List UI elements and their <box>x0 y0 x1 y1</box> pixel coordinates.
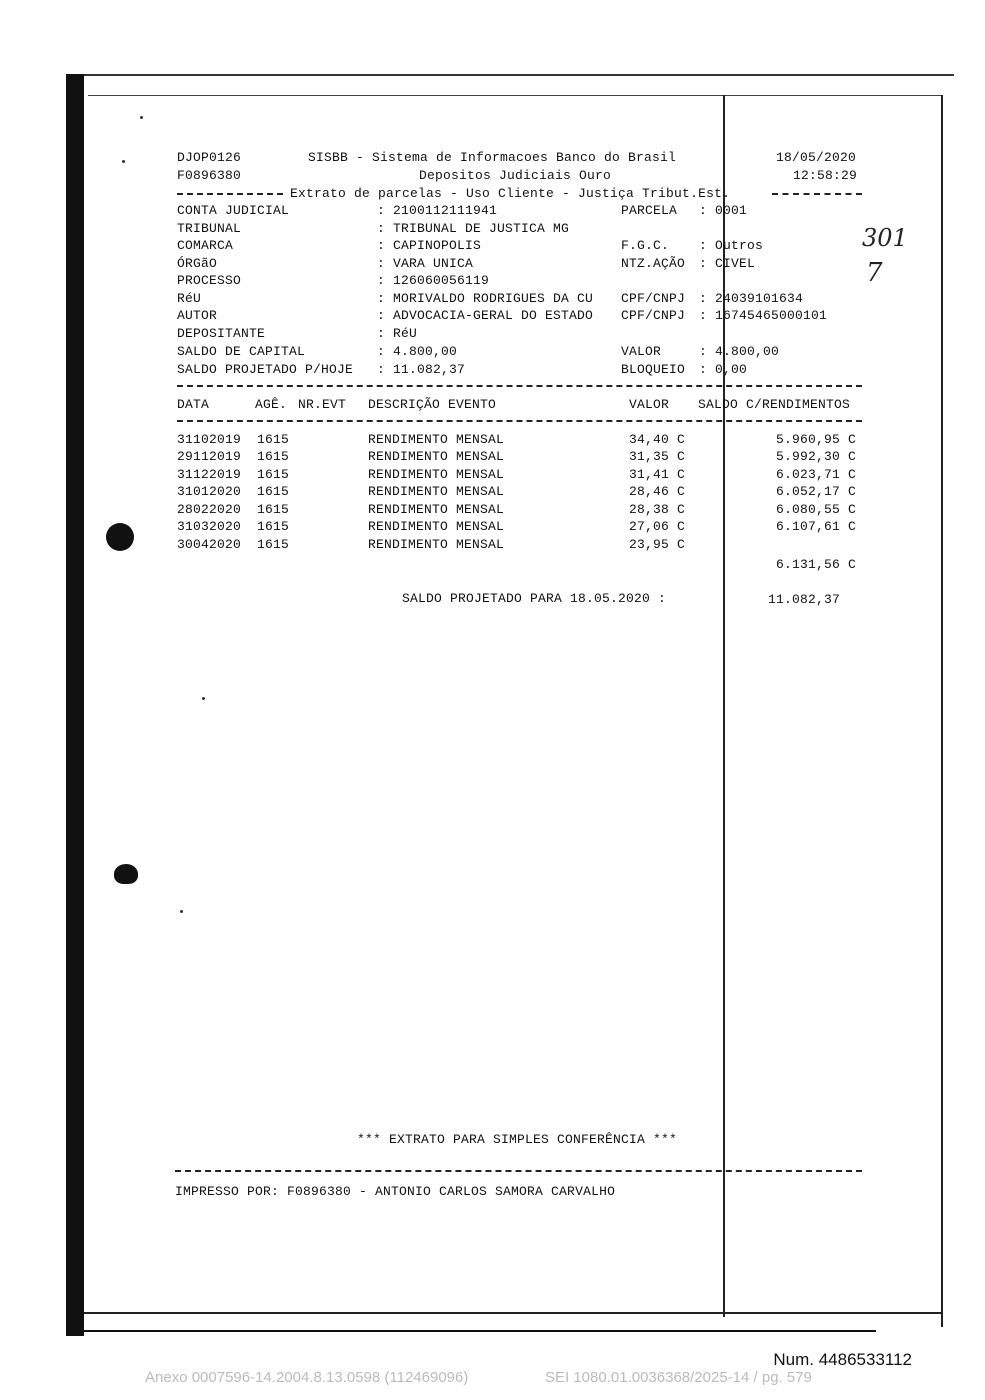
saldo-projetado-label: SALDO PROJETADO P/HOJE <box>177 362 354 377</box>
row-agencia: 1615 <box>257 467 290 482</box>
banner-dash-left <box>177 193 283 195</box>
bloqueio-label: BLOQUEIO <box>621 362 686 377</box>
row-agencia: 1615 <box>257 537 290 552</box>
fgc-value: : Outros <box>699 238 764 253</box>
row-descricao: RENDIMENTO MENSAL <box>368 537 505 552</box>
separator-top <box>177 385 862 387</box>
processo-value: : 126060056119 <box>377 273 490 288</box>
saldo-projetado-para-value: 11.082,37 <box>768 592 841 607</box>
ntz-acao-value: : CIVEL <box>699 256 756 271</box>
autor-label: AUTOR <box>177 308 218 323</box>
separator-footer <box>175 1170 862 1172</box>
row-saldo: 5.960,95 C <box>776 432 857 447</box>
processo-label: PROCESSO <box>177 273 242 288</box>
row-date: 31032020 <box>177 519 242 534</box>
report-date: 18/05/2020 <box>776 150 857 165</box>
conferencia-note: *** EXTRATO PARA SIMPLES CONFERÊNCIA *** <box>357 1132 678 1147</box>
row-saldo: 5.992,30 C <box>776 449 857 464</box>
col-header-valor: VALOR <box>629 397 670 412</box>
col-header-saldo: SALDO C/RENDIMENTOS <box>698 397 851 412</box>
col-header-nrevt: NR.EVT <box>298 397 347 412</box>
row-date: 31122019 <box>177 467 242 482</box>
punch-hole <box>114 864 138 884</box>
reu-value: : MORIVALDO RODRIGUES DA CU <box>377 291 594 306</box>
row-date: 30042020 <box>177 537 242 552</box>
row-valor: 23,95 C <box>629 537 686 552</box>
row-descricao: RENDIMENTO MENSAL <box>368 502 505 517</box>
conta-value: : 2100112111941 <box>377 203 498 218</box>
cpf-autor-value: : 16745465000101 <box>699 308 828 323</box>
valor-label: VALOR <box>621 344 662 359</box>
fgc-label: F.G.C. <box>621 238 670 253</box>
row-valor: 34,40 C <box>629 432 686 447</box>
scan-speck <box>180 910 183 913</box>
bloqueio-value: : 0,00 <box>699 362 748 377</box>
scan-speck <box>140 116 143 119</box>
saldo-capital-label: SALDO DE CAPITAL <box>177 344 306 359</box>
report-time: 12:58:29 <box>793 168 858 183</box>
autor-value: : ADVOCACIA-GERAL DO ESTADO <box>377 308 594 323</box>
parcela-value: : 0001 <box>699 203 748 218</box>
row-saldo: 6.107,61 C <box>776 519 857 534</box>
row-descricao: RENDIMENTO MENSAL <box>368 432 505 447</box>
system-title: SISBB - Sistema de Informacoes Banco do Brasil <box>308 150 677 165</box>
row-agencia: 1615 <box>257 432 290 447</box>
saldo-projetado-para-label: SALDO PROJETADO PARA 18.05.2020 : <box>402 591 667 606</box>
punch-hole <box>106 523 134 551</box>
report-code: DJOP0126 <box>177 150 242 165</box>
row-saldo: 6.023,71 C <box>776 467 857 482</box>
conta-label: CONTA JUDICIAL <box>177 203 290 218</box>
comarca-value: : CAPINOPOLIS <box>377 238 482 253</box>
row-agencia: 1615 <box>257 484 290 499</box>
scan-speck <box>202 697 205 700</box>
row-valor: 31,35 C <box>629 449 686 464</box>
parcela-label: PARCELA <box>621 203 678 218</box>
row-date: 31102019 <box>177 432 242 447</box>
row-date: 28022020 <box>177 502 242 517</box>
row-valor: 28,46 C <box>629 484 686 499</box>
printed-by: IMPRESSO POR: F0896380 - ANTONIO CARLOS SAMORA CARVALHO <box>175 1184 616 1199</box>
handwritten-page-number: 301 <box>862 224 908 252</box>
tribunal-value: : TRIBUNAL DE JUSTICA MG <box>377 221 570 236</box>
scan-border-bottom <box>66 1330 876 1332</box>
col-header-descricao: DESCRIÇÃO EVENTO <box>368 397 497 412</box>
tribunal-label: TRIBUNAL <box>177 221 242 236</box>
row-agencia: 1615 <box>257 502 290 517</box>
row-agencia: 1615 <box>257 449 290 464</box>
depositante-label: DEPOSITANTE <box>177 326 266 341</box>
annex-reference: Anexo 0007596-14.2004.8.13.0598 (112469096) <box>145 1369 469 1386</box>
report-banner: Extrato de parcelas - Uso Cliente - Justiça Tribut.Est. <box>290 186 731 201</box>
page-border-right <box>941 95 943 1327</box>
row-valor: 28,38 C <box>629 502 686 517</box>
scan-border-top <box>84 74 954 76</box>
depositante-value: : RéU <box>377 326 418 341</box>
user-code: F0896380 <box>177 168 242 183</box>
banner-dash-right <box>772 193 862 195</box>
saldo-projetado-value: : 11.082,37 <box>377 362 466 377</box>
row-descricao: RENDIMENTO MENSAL <box>368 519 505 534</box>
valor-value: : 4.800,00 <box>699 344 780 359</box>
cpf-reu-value: : 24039101634 <box>699 291 804 306</box>
subsystem-title: Depositos Judiciais Ouro <box>419 168 612 183</box>
row-date: 31012020 <box>177 484 242 499</box>
row-saldo: 6.080,55 C <box>776 502 857 517</box>
saldo-capital-value: : 4.800,00 <box>377 344 458 359</box>
handwritten-mark: 7 <box>866 258 883 288</box>
ntz-acao-label: NTZ.AÇÃO <box>621 256 686 271</box>
cpf-reu-label: CPF/CNPJ <box>621 291 686 306</box>
reu-label: RéU <box>177 291 202 306</box>
sei-reference: SEI 1080.01.0036368/2025-14 / pg. 579 <box>545 1369 812 1386</box>
page-border-bottom <box>84 1312 942 1314</box>
comarca-label: COMARCA <box>177 238 234 253</box>
col-header-agencia: AGÊ. <box>255 397 288 412</box>
scan-border-left <box>66 74 84 1336</box>
orgao-value: : VARA UNICA <box>377 256 474 271</box>
row-valor: 27,06 C <box>629 519 686 534</box>
document-number: Num. 4486533112 <box>773 1350 912 1369</box>
col-header-data: DATA <box>177 397 210 412</box>
page-border-top <box>88 95 943 96</box>
row-valor: 31,41 C <box>629 467 686 482</box>
row-descricao: RENDIMENTO MENSAL <box>368 449 505 464</box>
row-descricao: RENDIMENTO MENSAL <box>368 484 505 499</box>
fold-line <box>723 95 725 1317</box>
row-saldo: 6.052,17 C <box>776 484 857 499</box>
orgao-label: ÓRGãO <box>177 256 218 271</box>
scan-speck <box>122 160 125 163</box>
row-descricao: RENDIMENTO MENSAL <box>368 467 505 482</box>
row-date: 29112019 <box>177 449 242 464</box>
separator-header <box>177 420 862 422</box>
cpf-autor-label: CPF/CNPJ <box>621 308 686 323</box>
final-saldo: 6.131,56 C <box>776 557 857 572</box>
row-agencia: 1615 <box>257 519 290 534</box>
